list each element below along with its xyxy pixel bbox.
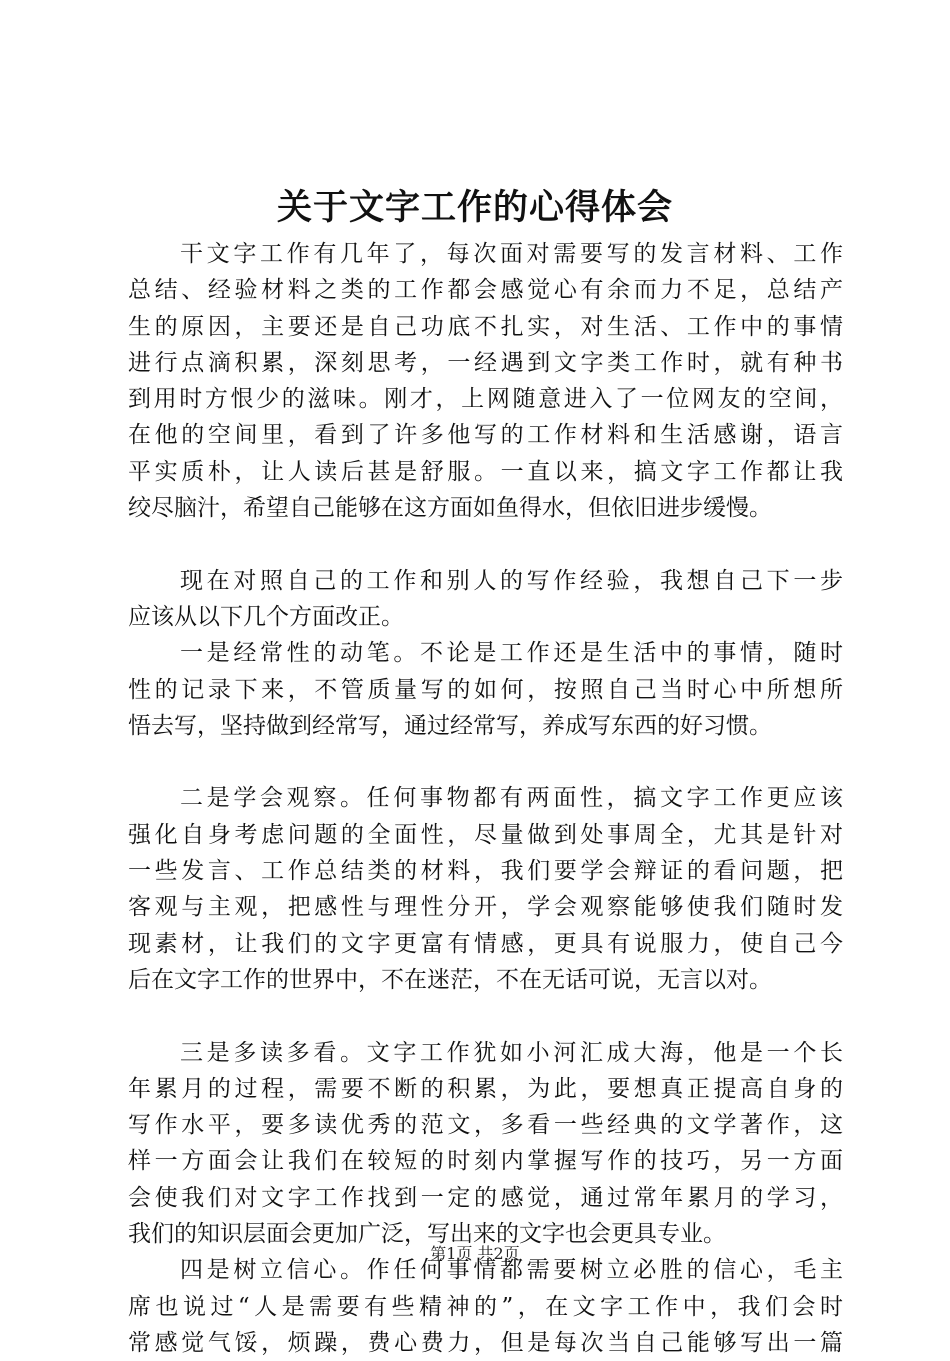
text-line: 悟去写，坚持做到经常写，通过经常写，养成写东西的好习惯。: [128, 712, 772, 739]
text-line: 性的记录下来，不管质量写的如何，按照自己当时心中所想所: [128, 676, 843, 703]
text-line: 到用时方恨少的滋味。刚才，上网随意进入了一位网友的空间，: [128, 386, 843, 413]
text-line: 二是学会观察。任何事物都有两面性，搞文字工作更应该: [180, 785, 843, 812]
text-line: 后在文字工作的世界中，不在迷茫，不在无话可说，无言以对。: [128, 966, 772, 993]
text-line: 应该从以下几个方面改正。: [128, 603, 404, 630]
text-line: 现在对照自己的工作和别人的写作经验，我想自己下一步: [180, 567, 843, 594]
document-title: 关于文字工作的心得体会: [276, 187, 673, 228]
text-line: 生的原因，主要还是自己功底不扎实，对生活、工作中的事情: [128, 313, 843, 340]
text-line: 样一方面会让我们在较短的时刻内掌握写作的技巧，另一方面: [128, 1148, 843, 1175]
text-line: 写作水平，要多读优秀的范文，多看一些经典的文学著作，这: [128, 1112, 843, 1139]
text-line: 常感觉气馁，烦躁，费心费力，但是每次当自己能够写出一篇: [128, 1329, 843, 1356]
text-line: 干文字工作有几年了，每次面对需要写的发言材料、工作: [180, 241, 843, 267]
text-line: 一些发言、工作总结类的材料，我们要学会辩证的看问题，把: [128, 858, 843, 885]
text-line: 三是多读多看。文字工作犹如小河汇成大海，他是一个长: [180, 1039, 843, 1066]
text-line: 四是树立信心。作任何事情都需要树立必胜的信心，毛主: [180, 1257, 843, 1284]
text-line: 会使我们对文字工作找到一定的感觉，通过常年累月的学习，: [128, 1184, 843, 1211]
text-line: 强化自身考虑问题的全面性，尽量做到处事周全，尤其是针对: [128, 821, 843, 848]
text-line: 客观与主观，把感性与理性分开，学会观察能够使我们随时发: [128, 894, 843, 921]
text-line: 现素材，让我们的文字更富有情感，更具有说服力，使自己今: [128, 930, 843, 957]
text-line: 在他的空间里，看到了许多他写的工作材料和生活感谢，语言: [128, 422, 843, 449]
document-body: [128, 236, 843, 1361]
text-line: 平实质朴，让人读后甚是舒服。一直以来，搞文字工作都让我: [128, 458, 843, 485]
page-number-footer: 第1页 共2页: [430, 1244, 520, 1263]
text-line: 席也说过“人是需要有些精神的”，在文字工作中，我们会时: [128, 1293, 843, 1320]
paragraph-gap: [128, 526, 843, 562]
text-line: 绞尽脑汁，希望自己能够在这方面如鱼得水，但依旧进步缓慢。: [128, 495, 772, 522]
text-line: 进行点滴积累，深刻思考，一经遇到文字类工作时，就有种书: [128, 349, 843, 376]
paragraph-gap: [128, 998, 843, 1034]
text-line: 总结、经验材料之类的工作都会感觉心有余而力不足，总结产: [128, 277, 843, 304]
paragraph-gap: [128, 744, 843, 780]
text-line: 年累月的过程，需要不断的积累，为此，要想真正提高自身的: [128, 1075, 843, 1102]
text-line: 一是经常性的动笔。不论是工作还是生活中的事情，随时: [180, 640, 843, 667]
text-line: 我们的知识层面会更加广泛，写出来的文字也会更具专业。: [128, 1221, 726, 1248]
